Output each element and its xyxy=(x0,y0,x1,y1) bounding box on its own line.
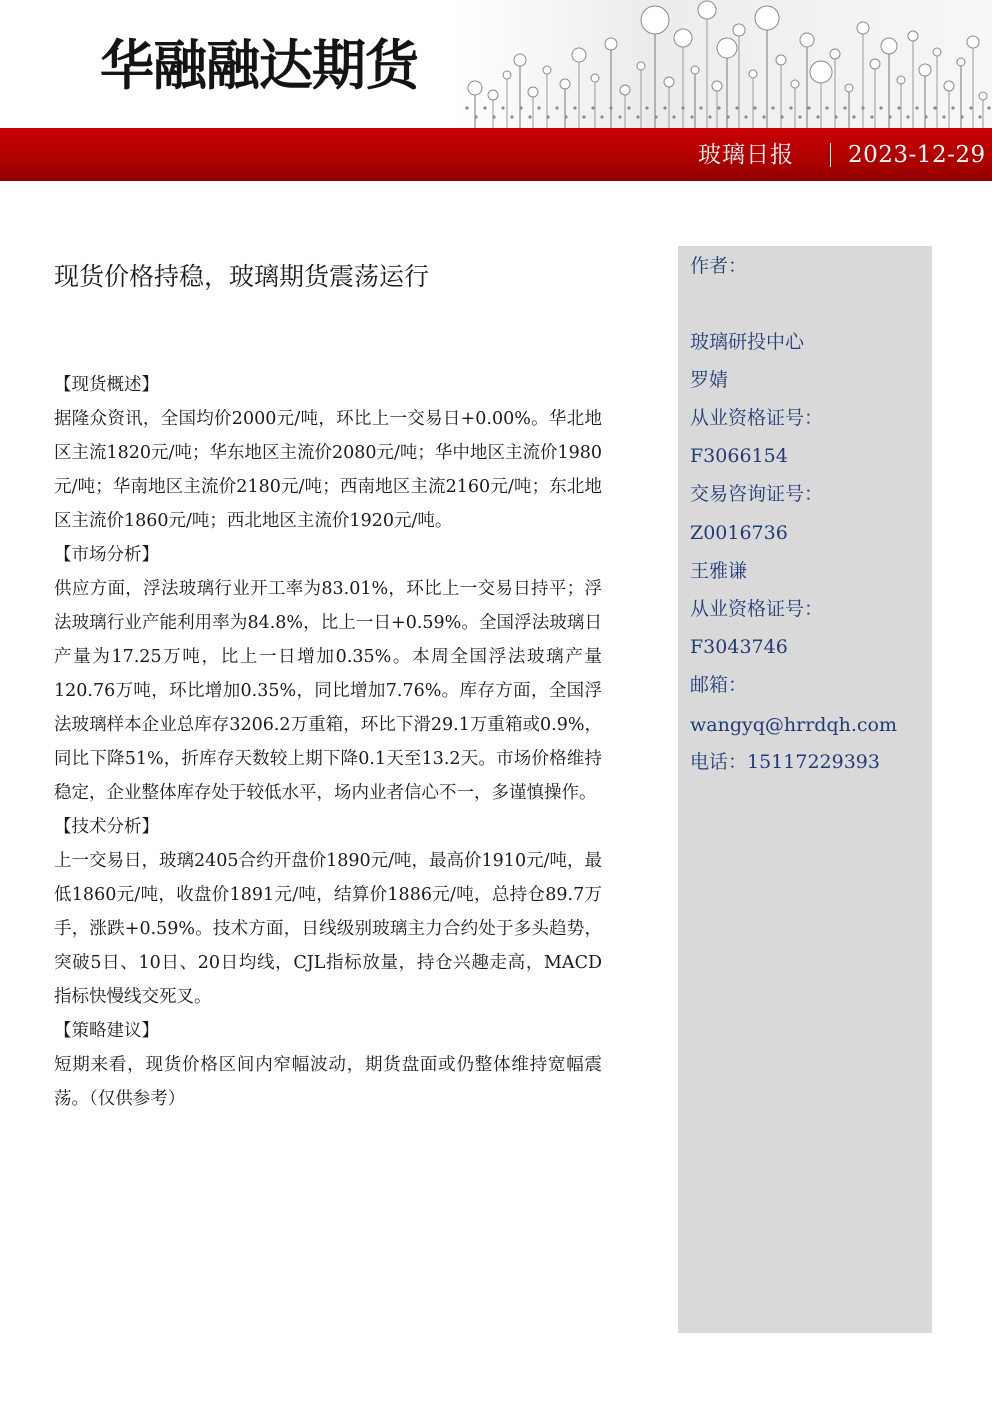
consult-label: 交易咨询证号： xyxy=(690,483,824,505)
decoration-circle xyxy=(857,22,869,34)
decoration-dot xyxy=(951,106,954,109)
decoration-dot xyxy=(807,106,810,109)
decoration-dot xyxy=(789,106,792,109)
decoration-circle xyxy=(776,55,786,65)
decoration-dot xyxy=(969,106,972,109)
decoration-circle xyxy=(543,66,551,74)
decoration-dot xyxy=(663,106,666,109)
decoration-circle xyxy=(637,62,645,70)
decoration-dot xyxy=(879,106,882,109)
decoration-dot xyxy=(924,115,927,118)
section-heading: 【策略建议】 xyxy=(54,1021,159,1041)
decoration-circle xyxy=(591,74,599,82)
consult-number: Z0016736 xyxy=(690,522,788,544)
decoration-dot xyxy=(897,106,900,109)
decoration-circle xyxy=(810,61,832,83)
decoration-dot xyxy=(978,115,981,118)
decoration-circle xyxy=(908,31,918,41)
decoration-circle xyxy=(733,24,745,36)
analyst-name: 王雅谦 xyxy=(690,560,748,582)
decoration-circle xyxy=(749,70,757,78)
cert-label: 从业资格证号： xyxy=(690,407,824,429)
decoration-dot xyxy=(474,115,477,118)
decoration-circle xyxy=(691,66,699,74)
cert-number: F3066154 xyxy=(690,445,788,467)
decoration-dot xyxy=(492,115,495,118)
decoration-dot xyxy=(501,106,504,109)
decoration-dot xyxy=(600,115,603,118)
decoration-dot xyxy=(888,115,891,118)
email-label: 邮箱： xyxy=(690,674,748,696)
decoration-dot xyxy=(510,115,513,118)
header-decoration xyxy=(455,0,992,128)
department-name: 玻璃研投中心 xyxy=(690,331,805,353)
decoration-circle xyxy=(933,48,941,56)
decoration-circle xyxy=(468,81,482,95)
decoration-dot xyxy=(780,115,783,118)
decoration-dot xyxy=(825,106,828,109)
decoration-dot xyxy=(564,115,567,118)
decoration-dot xyxy=(573,106,576,109)
decoration-dot xyxy=(672,115,675,118)
decoration-circle xyxy=(664,77,674,87)
report-type: 玻璃日报 xyxy=(698,142,794,168)
decoration-circle xyxy=(514,54,526,66)
decoration-dot xyxy=(708,115,711,118)
section-heading: 【技术分析】 xyxy=(54,817,159,837)
decoration-dot xyxy=(843,106,846,109)
author-label: 作者： xyxy=(690,255,748,277)
decoration-dot xyxy=(546,115,549,118)
decoration-circle xyxy=(944,81,954,91)
section-text: 上一交易日，玻璃2405合约开盘价1890元/吨，最高价1910元/吨，最低1860元/吨，收盘价1891元/吨，结算价1886元/吨，总持仓89.7万手，涨跌+0.59%。技术方面，日线级别玻璃主力合约处于多头趋势，突破5日、10日、20日均线，CJL指标放量，持仓兴趣走高，MACD指标快慢线交死叉。 xyxy=(54,851,602,1007)
decoration-circle xyxy=(674,29,692,47)
decoration-dot xyxy=(618,115,621,118)
decoration-dot xyxy=(717,106,720,109)
report-title: 现货价格持稳，玻璃期货震荡运行 xyxy=(54,262,430,291)
decoration-dot xyxy=(645,106,648,109)
decoration-circle xyxy=(800,33,814,47)
section-text: 供应方面，浮法玻璃行业开工率为83.01%，环比上一交易日持平；浮法玻璃行业产能利用率为84.8%，比上一日+0.59%。全国浮法玻璃日产量为17.25万吨，比上一日增加0.35%。本周全国浮法玻璃产量120.76万吨，环比增加0.35%，同比增加7.76%。库存方面，全国浮法玻璃样本企业总库存3206.2万重箱，环比下滑29.1万重箱或0.9%，同比下降51%，折库存天数较上期下降0.1天至13.2天。市场价格维持稳定，企业整体库存处于较低水平，场内业者信心不一，多谨慎操作。 xyxy=(54,579,602,803)
decoration-dot xyxy=(834,115,837,118)
decoration-circle xyxy=(488,90,498,100)
phone-number: 电话：15117229393 xyxy=(690,751,880,773)
decoration-circle xyxy=(845,84,853,92)
decoration-dot xyxy=(771,106,774,109)
decoration-dot xyxy=(816,115,819,118)
decoration-dot xyxy=(942,115,945,118)
decoration-dot xyxy=(681,106,684,109)
decoration-circle xyxy=(957,58,965,66)
section-heading: 【现货概述】 xyxy=(54,375,159,395)
decoration-dot xyxy=(654,115,657,118)
decoration-circle xyxy=(528,87,538,97)
report-date: 2023-12-29 xyxy=(848,142,986,168)
decoration-dot xyxy=(555,106,558,109)
decoration-dot xyxy=(483,106,486,109)
section-text: 据隆众资讯，全国均价2000元/吨，环比上一交易日+0.00%。华北地区主流1820元/吨；华东地区主流价2080元/吨；华中地区主流价1980元/吨；华南地区主流价2180元/吨；西南地区主流2160元/吨；东北地区主流价1860元/吨；西北地区主流价1920元/吨。 xyxy=(54,409,602,531)
decoration-dot xyxy=(537,106,540,109)
decoration-dot xyxy=(609,106,612,109)
decoration-circle xyxy=(755,6,779,30)
decoration-circle xyxy=(967,36,979,48)
decoration-dot xyxy=(519,106,522,109)
decoration-circle xyxy=(605,38,617,50)
cert-number: F3043746 xyxy=(690,636,788,658)
decoration-circle xyxy=(620,85,630,95)
decoration-circle xyxy=(881,38,897,54)
decoration-dot xyxy=(915,106,918,109)
decoration-dot xyxy=(960,115,963,118)
decoration-dot xyxy=(861,106,864,109)
decoration-circle xyxy=(503,71,511,79)
decoration-circle xyxy=(919,64,931,76)
header-band xyxy=(0,128,992,181)
author-sidebar xyxy=(678,246,932,1333)
decoration-circle xyxy=(870,59,880,69)
decoration-circle xyxy=(717,38,737,58)
decoration-dot xyxy=(906,115,909,118)
decoration-circle xyxy=(791,80,799,88)
decoration-dot xyxy=(987,106,990,109)
decoration-dot xyxy=(690,115,693,118)
decoration-circle xyxy=(897,76,905,84)
decoration-dot xyxy=(726,115,729,118)
section-heading: 【市场分析】 xyxy=(54,545,159,565)
decoration-circle xyxy=(979,92,987,100)
decoration-circle xyxy=(830,49,840,59)
report-body xyxy=(54,368,602,1116)
decoration-circle xyxy=(698,1,716,19)
decoration-circle xyxy=(572,48,586,62)
cert-label: 从业资格证号： xyxy=(690,598,824,620)
decoration-circle xyxy=(560,79,570,89)
decoration-dot xyxy=(465,106,468,109)
decoration-dot xyxy=(699,106,702,109)
decoration-dot xyxy=(753,106,756,109)
decoration-dot xyxy=(798,115,801,118)
decoration-circle xyxy=(641,6,669,34)
decoration-dot xyxy=(933,106,936,109)
analyst-name: 罗婧 xyxy=(690,369,729,391)
decoration-dot xyxy=(582,115,585,118)
header-divider xyxy=(830,143,831,167)
decoration-dot xyxy=(735,106,738,109)
decoration-circle xyxy=(712,81,722,91)
decoration-dot xyxy=(762,115,765,118)
decoration-dot xyxy=(852,115,855,118)
decoration-dot xyxy=(870,115,873,118)
company-logo: 华融融达期货 xyxy=(100,34,418,97)
section-text: 短期来看，现货价格区间内窄幅波动，期货盘面或仍整体维持宽幅震荡。（仅供参考） xyxy=(54,1055,602,1109)
decoration-dot xyxy=(528,115,531,118)
decoration-dot xyxy=(627,106,630,109)
email-address[interactable]: wangyq@hrrdqh.com xyxy=(690,714,897,736)
decoration-dot xyxy=(744,115,747,118)
decoration-dot xyxy=(636,115,639,118)
decoration-dot xyxy=(591,106,594,109)
